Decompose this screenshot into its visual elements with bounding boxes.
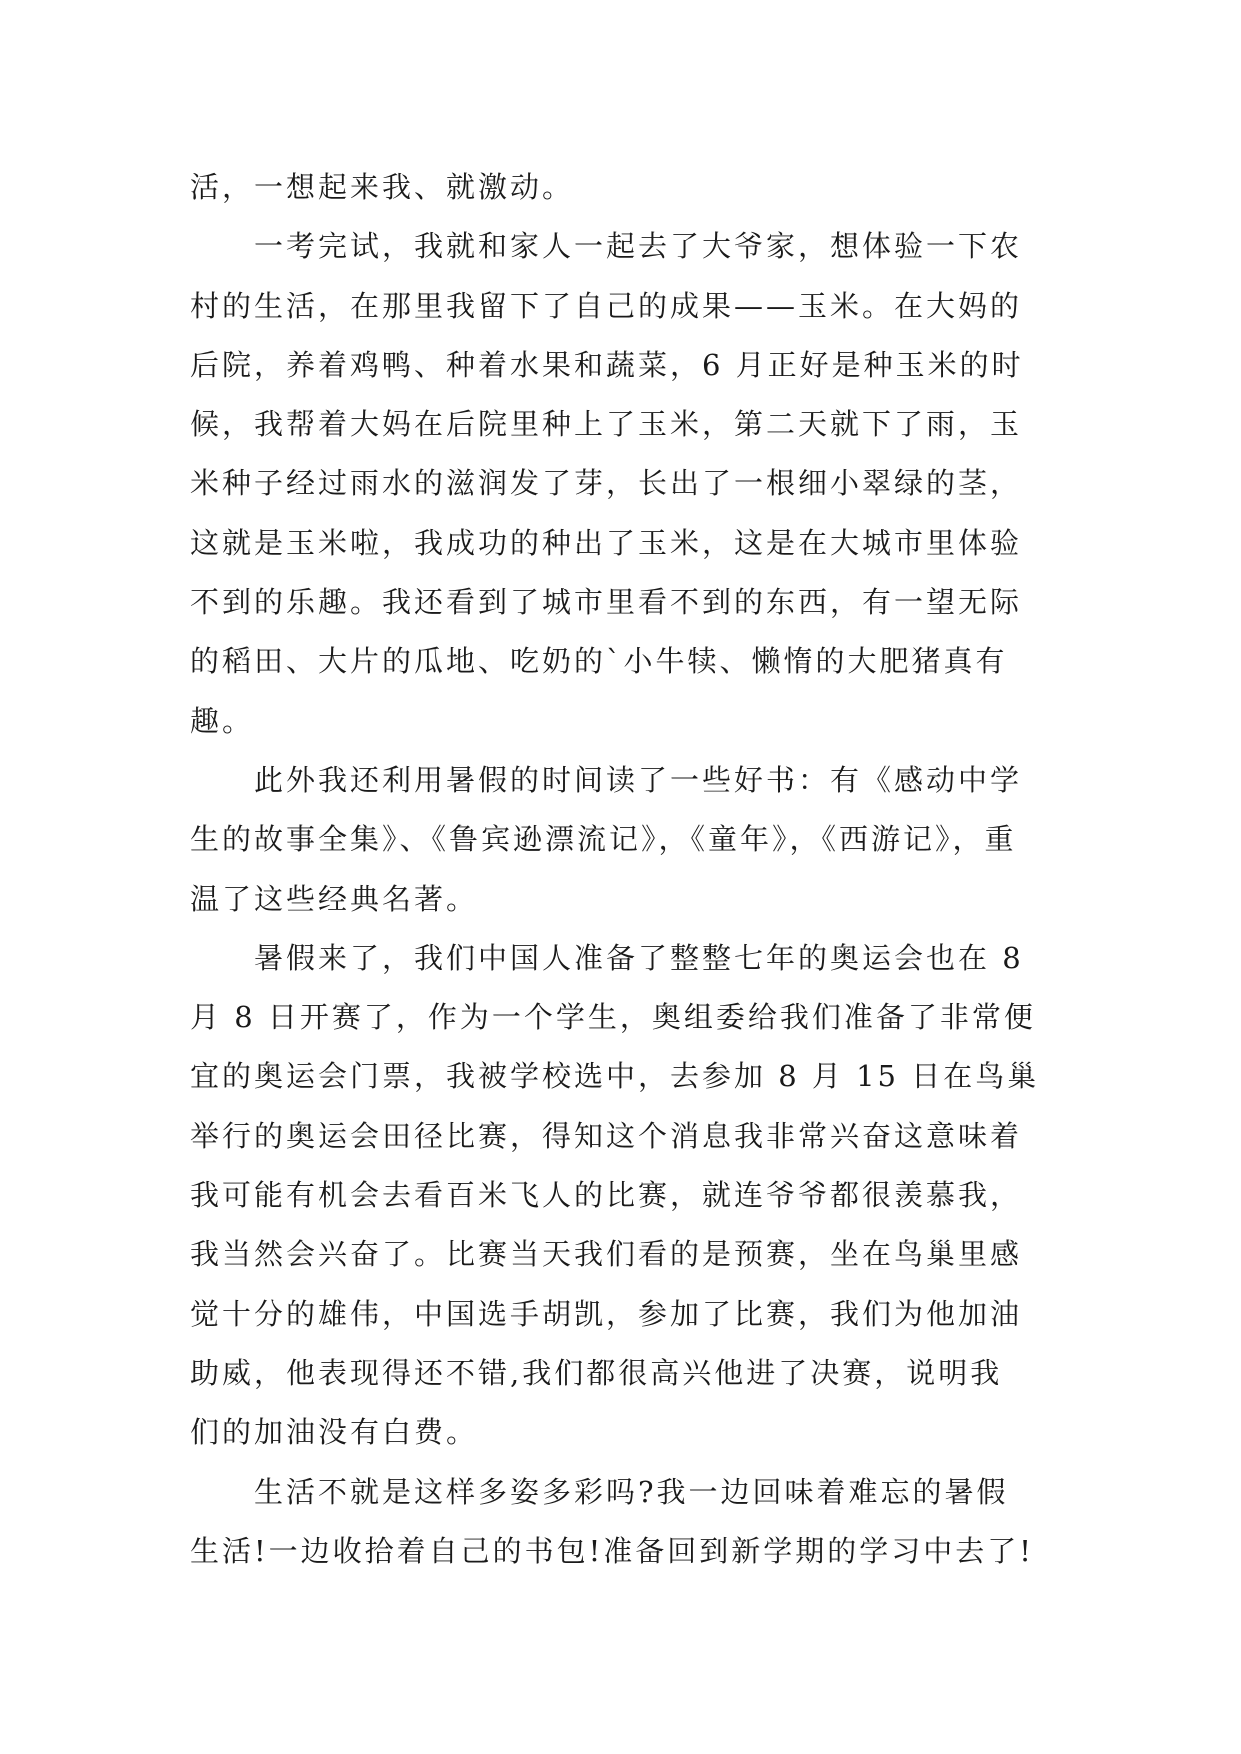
text-line: 后院，养着鸡鸭、种着水果和蔬菜，6 月正好是种玉米的时 (190, 347, 1024, 382)
text-line: 生活不就是这样多姿多彩吗?我一边回味着难忘的暑假 (254, 1474, 1009, 1509)
text-line: 活，一想起来我、就激动。 (190, 170, 575, 204)
text-line: 这就是玉米啦，我成功的种出了玉米，这是在大城市里体验 (190, 525, 1023, 560)
text-line: 暑假来了，我们中国人准备了整整七年的奥运会也在 8 (254, 940, 1024, 975)
text-line: 生的故事全集》、《鲁宾逊漂流记》，《童年》，《西游记》，重 (190, 822, 1017, 857)
text-line: 我可能有机会去看百米飞人的比赛，就连爷爷都很羡慕我， (190, 1178, 1023, 1213)
text-line: 生活!一边收拾着自己的书包!准备回到新学期的学习中去了! (190, 1533, 1034, 1568)
text-line: 觉十分的雄伟，中国选手胡凯，参加了比赛，我们为他加油 (190, 1296, 1023, 1331)
text-line: 温了这些经典名著。 (190, 881, 479, 916)
text-line: 我当然会兴奋了。比赛当天我们看的是预赛，坐在鸟巢里感 (190, 1237, 1023, 1272)
text-line: 不到的乐趣。我还看到了城市里看不到的东西，有一望无际 (190, 585, 1023, 620)
text-line: 的稻田、大片的瓜地、吃奶的`小牛犊、懒惰的大肥猪真有 (190, 644, 1008, 679)
document-body (190, 158, 1050, 1581)
text-line: 此外我还利用暑假的时间读了一些好书：有《感动中学 (254, 762, 1023, 797)
text-line: 们的加油没有白费。 (190, 1415, 479, 1450)
text-line: 候，我帮着大妈在后院里种上了玉米，第二天就下了雨，玉 (190, 407, 1023, 442)
text-line: 村的生活，在那里我留下了自己的成果——玉米。在大妈的 (190, 288, 1023, 323)
text-line: 一考完试，我就和家人一起去了大爷家，想体验一下农 (254, 229, 1023, 264)
text-line: 月 8 日开赛了，作为一个学生，奥组委给我们准备了非常便 (190, 1000, 1036, 1035)
text-line: 米种子经过雨水的滋润发了芽，长出了一根细小翠绿的茎， (190, 466, 1023, 501)
text-line: 举行的奥运会田径比赛，得知这个消息我非常兴奋这意味着 (190, 1118, 1023, 1153)
text-line: 宜的奥运会门票，我被学校选中，去参加 8 月 15 日在鸟巢 (190, 1059, 1040, 1094)
text-line: 趣。 (190, 703, 255, 738)
text-line: 助威，他表现得还不错,我们都很高兴他进了决赛，说明我 (190, 1355, 1003, 1390)
